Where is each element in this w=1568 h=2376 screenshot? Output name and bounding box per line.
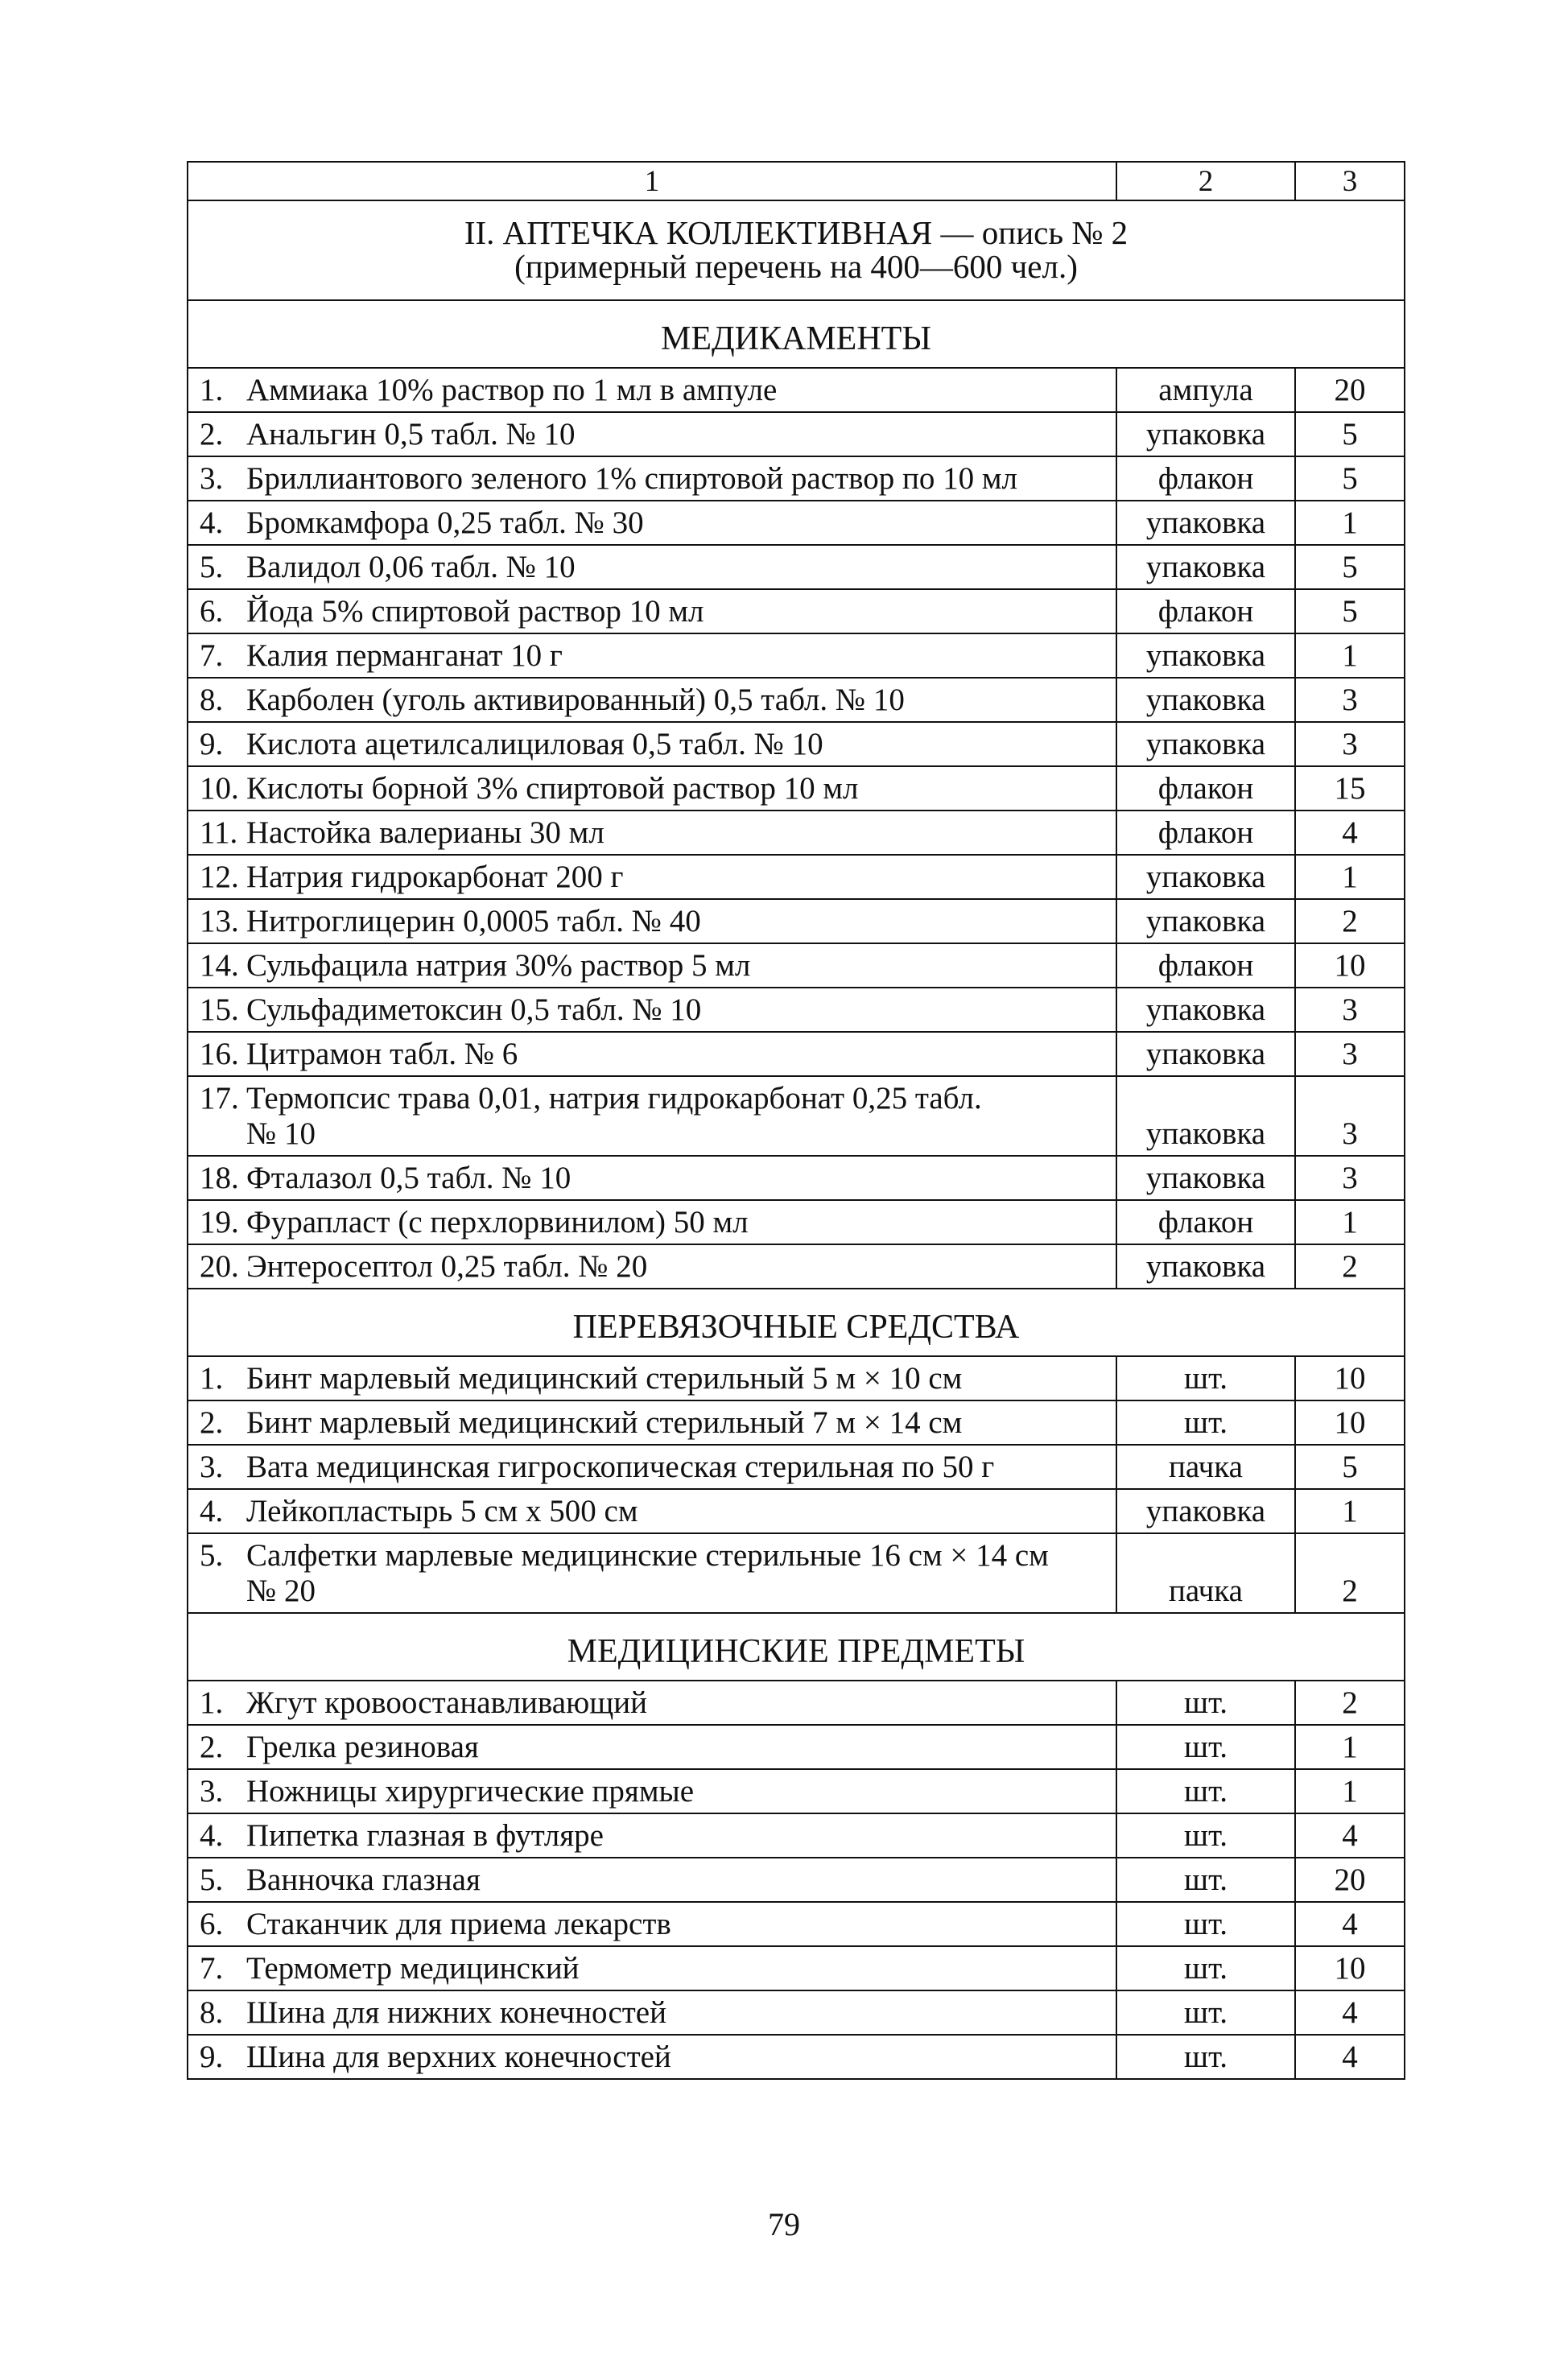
column-number-1: 1 [188, 162, 1116, 200]
item-number: 13. [200, 904, 239, 938]
item-name: Валидол 0,06 табл. № 10 [246, 550, 576, 584]
item-number: 1. [200, 1361, 224, 1396]
item-name-cell [188, 456, 1116, 501]
section-heading-row [188, 300, 1405, 368]
item-unit: шт. [1116, 1858, 1295, 1902]
item-name: Бромкамфора 0,25 табл. № 30 [246, 505, 644, 540]
item-number: 4. [200, 505, 224, 540]
table-row [188, 1681, 1405, 1725]
item-unit: упаковка [1116, 545, 1295, 589]
item-quantity: 3 [1295, 1156, 1405, 1200]
item-name: Калия перманганат 10 г [246, 638, 563, 673]
table-row [188, 545, 1405, 589]
item-number: 9. [200, 2040, 224, 2074]
item-unit: шт. [1116, 1400, 1295, 1445]
item-unit: флакон [1116, 811, 1295, 855]
table-row [188, 456, 1405, 501]
item-name-cell [188, 1156, 1116, 1200]
item-name: Сульфацила натрия 30% раствор 5 мл [246, 948, 751, 983]
item-quantity: 1 [1295, 1769, 1405, 1813]
item-unit: флакон [1116, 589, 1295, 633]
item-number: 2. [200, 1405, 224, 1440]
item-unit: шт. [1116, 1769, 1295, 1813]
item-name-cell [188, 1946, 1116, 1990]
item-quantity: 5 [1295, 589, 1405, 633]
item-number: 3. [200, 461, 224, 496]
inventory-sheet [187, 161, 1404, 2080]
table-row [188, 1813, 1405, 1858]
table-row [188, 943, 1405, 988]
section-heading: МЕДИКАМЕНТЫ [188, 300, 1405, 368]
item-number: 5. [200, 550, 224, 584]
item-number: 6. [200, 594, 224, 629]
table-row [188, 722, 1405, 766]
item-quantity: 20 [1295, 1858, 1405, 1902]
item-number: 4. [200, 1818, 224, 1853]
item-name: Сульфадиметоксин 0,5 табл. № 10 [246, 992, 702, 1027]
item-name: Ванночка глазная [246, 1862, 481, 1897]
item-quantity: 2 [1295, 899, 1405, 943]
item-name-cell [188, 1813, 1116, 1858]
item-name-cell [188, 501, 1116, 545]
item-name: Термопсис трава 0,01, натрия гидрокарбонат 0,25 табл. [246, 1081, 982, 1116]
table-row [188, 1769, 1405, 1813]
item-unit: шт. [1116, 1356, 1295, 1400]
item-number: 17. [200, 1081, 239, 1116]
item-quantity: 3 [1295, 1076, 1405, 1156]
table-row [188, 1445, 1405, 1489]
item-quantity: 5 [1295, 412, 1405, 456]
item-quantity: 10 [1295, 1400, 1405, 1445]
item-quantity: 1 [1295, 1489, 1405, 1533]
item-name-cell [188, 722, 1116, 766]
item-quantity: 4 [1295, 2035, 1405, 2079]
table-row [188, 1156, 1405, 1200]
table-row [188, 1400, 1405, 1445]
item-name-cell [188, 811, 1116, 855]
item-unit: упаковка [1116, 633, 1295, 678]
item-name: Грелка резиновая [246, 1730, 479, 1764]
item-name-continuation: № 20 [246, 1574, 316, 1608]
item-unit: шт. [1116, 2035, 1295, 2079]
item-quantity: 1 [1295, 855, 1405, 899]
item-unit: флакон [1116, 456, 1295, 501]
item-unit: шт. [1116, 1902, 1295, 1946]
section-heading-row [188, 1613, 1405, 1681]
table-row [188, 1902, 1405, 1946]
item-number: 16. [200, 1037, 239, 1071]
table-row [188, 633, 1405, 678]
table-row [188, 766, 1405, 811]
item-quantity: 3 [1295, 722, 1405, 766]
item-name: Лейкопластырь 5 см х 500 см [246, 1494, 638, 1528]
item-name-cell [188, 1681, 1116, 1725]
table-row [188, 501, 1405, 545]
table-row [188, 1858, 1405, 1902]
item-quantity: 4 [1295, 1902, 1405, 1946]
item-unit: упаковка [1116, 1156, 1295, 1200]
item-name-cell [188, 633, 1116, 678]
kit-title [188, 200, 1405, 300]
item-number: 11. [200, 815, 238, 850]
item-name: Цитрамон табл. № 6 [246, 1037, 518, 1071]
item-quantity: 5 [1295, 456, 1405, 501]
item-unit: флакон [1116, 943, 1295, 988]
item-name: Йода 5% спиртовой раствор 10 мл [246, 594, 704, 629]
table-row [188, 855, 1405, 899]
item-number: 2. [200, 1730, 224, 1764]
item-name-cell [188, 1858, 1116, 1902]
table-row [188, 1489, 1405, 1533]
item-name: Кислоты борной 3% спиртовой раствор 10 мл [246, 771, 859, 806]
item-unit: шт. [1116, 1946, 1295, 1990]
item-name-cell [188, 678, 1116, 722]
item-name: Шина для нижних конечностей [246, 1995, 666, 2030]
item-number: 9. [200, 727, 224, 761]
item-number: 20. [200, 1249, 239, 1284]
item-number: 19. [200, 1205, 239, 1240]
item-unit: упаковка [1116, 1244, 1295, 1289]
item-quantity: 5 [1295, 1445, 1405, 1489]
item-name-cell [188, 1489, 1116, 1533]
item-quantity: 3 [1295, 678, 1405, 722]
item-name: Термометр медицинский [246, 1951, 580, 1986]
item-name: Анальгин 0,5 табл. № 10 [246, 417, 576, 452]
table-row [188, 412, 1405, 456]
item-quantity: 1 [1295, 501, 1405, 545]
item-number: 5. [200, 1862, 224, 1897]
item-name-cell [188, 766, 1116, 811]
item-name-cell [188, 1032, 1116, 1076]
item-unit: ампула [1116, 368, 1295, 412]
item-number: 7. [200, 638, 224, 673]
section-heading-row [188, 1289, 1405, 1356]
item-quantity: 20 [1295, 368, 1405, 412]
item-quantity: 10 [1295, 1946, 1405, 1990]
item-name-cell [188, 1902, 1116, 1946]
item-name-cell [188, 1725, 1116, 1769]
item-name: Кислота ацетилсалициловая 0,5 табл. № 10 [246, 727, 823, 761]
kit-title-line2: (примерный перечень на 400—600 чел.) [514, 248, 1078, 285]
item-quantity: 2 [1295, 1681, 1405, 1725]
column-number-3: 3 [1295, 162, 1405, 200]
table-row [188, 1200, 1405, 1244]
item-name: Салфетки марлевые медицинские стерильные 16 см × 14 см [246, 1538, 1049, 1573]
item-quantity: 2 [1295, 1533, 1405, 1613]
item-name-cell [188, 899, 1116, 943]
table-row [188, 811, 1405, 855]
item-quantity: 4 [1295, 811, 1405, 855]
item-name-cell [188, 1990, 1116, 2035]
item-name-cell [188, 1244, 1116, 1289]
item-name-continuation: № 10 [246, 1116, 316, 1151]
item-unit: упаковка [1116, 1032, 1295, 1076]
column-number-row [188, 162, 1405, 200]
item-name-cell [188, 1445, 1116, 1489]
item-unit: флакон [1116, 1200, 1295, 1244]
item-name: Бинт марлевый медицинский стерильный 5 м × 10 см [246, 1361, 963, 1396]
item-number: 1. [200, 373, 224, 407]
item-name: Жгут кровоостанавливающий [246, 1685, 647, 1720]
item-name: Нитроглицерин 0,0005 табл. № 40 [246, 904, 701, 938]
item-quantity: 1 [1295, 1725, 1405, 1769]
item-number: 14. [200, 948, 239, 983]
item-number: 8. [200, 683, 224, 717]
item-unit: упаковка [1116, 1076, 1295, 1156]
item-quantity: 4 [1295, 1813, 1405, 1858]
item-name-cell [188, 988, 1116, 1032]
item-quantity: 2 [1295, 1244, 1405, 1289]
item-quantity: 1 [1295, 633, 1405, 678]
item-name-cell [188, 1200, 1116, 1244]
item-number: 4. [200, 1494, 224, 1528]
item-name-cell [188, 1400, 1116, 1445]
section-heading: ПЕРЕВЯЗОЧНЫЕ СРЕДСТВА [188, 1289, 1405, 1356]
item-unit: упаковка [1116, 855, 1295, 899]
item-name: Вата медицинская гигроскопическая стерильная по 50 г [246, 1450, 995, 1484]
section-heading: МЕДИЦИНСКИЕ ПРЕДМЕТЫ [188, 1613, 1405, 1681]
table-row [188, 1356, 1405, 1400]
inventory-table [187, 161, 1405, 2080]
table-row [188, 1533, 1405, 1613]
item-name-cell [188, 412, 1116, 456]
item-name: Ножницы хирургические прямые [246, 1774, 695, 1809]
item-name: Натрия гидрокарбонат 200 г [246, 860, 624, 894]
item-quantity: 3 [1295, 1032, 1405, 1076]
item-name: Фталазол 0,5 табл. № 10 [246, 1161, 571, 1195]
table-row [188, 678, 1405, 722]
item-unit: пачка [1116, 1445, 1295, 1489]
item-number: 6. [200, 1907, 224, 1941]
item-name-cell [188, 2035, 1116, 2079]
item-number: 1. [200, 1685, 224, 1720]
item-name-cell [188, 589, 1116, 633]
item-unit: упаковка [1116, 722, 1295, 766]
item-quantity: 1 [1295, 1200, 1405, 1244]
item-number: 15. [200, 992, 239, 1027]
item-quantity: 10 [1295, 1356, 1405, 1400]
item-name: Фурапласт (с перхлорвинилом) 50 мл [246, 1205, 749, 1240]
table-row [188, 368, 1405, 412]
item-number: 12. [200, 860, 239, 894]
item-unit: упаковка [1116, 501, 1295, 545]
kit-title-line1: II. АПТЕЧКА КОЛЛЕКТИВНАЯ — опись № 2 [464, 214, 1129, 251]
item-unit: шт. [1116, 1681, 1295, 1725]
item-quantity: 10 [1295, 943, 1405, 988]
item-unit: флакон [1116, 766, 1295, 811]
table-row [188, 1946, 1405, 1990]
item-number: 7. [200, 1951, 224, 1986]
title-row [188, 200, 1405, 300]
item-name: Бинт марлевый медицинский стерильный 7 м × 14 см [246, 1405, 963, 1440]
table-row [188, 988, 1405, 1032]
item-number: 2. [200, 417, 224, 452]
item-number: 8. [200, 1995, 224, 2030]
item-quantity: 5 [1295, 545, 1405, 589]
table-row [188, 2035, 1405, 2079]
item-number: 3. [200, 1450, 224, 1484]
table-row [188, 589, 1405, 633]
table-row [188, 1032, 1405, 1076]
item-unit: упаковка [1116, 412, 1295, 456]
table-row [188, 1244, 1405, 1289]
item-quantity: 3 [1295, 988, 1405, 1032]
item-name-cell [188, 1076, 1116, 1156]
item-quantity: 15 [1295, 766, 1405, 811]
item-name: Карболен (уголь активированный) 0,5 табл. № 10 [246, 683, 905, 717]
item-number: 5. [200, 1538, 224, 1573]
item-name-cell [188, 1769, 1116, 1813]
item-unit: пачка [1116, 1533, 1295, 1613]
item-number: 10. [200, 771, 239, 806]
column-number-2: 2 [1116, 162, 1295, 200]
table-row [188, 1725, 1405, 1769]
item-name-cell [188, 1356, 1116, 1400]
table-row [188, 1076, 1405, 1156]
item-unit: шт. [1116, 1725, 1295, 1769]
item-name: Настойка валерианы 30 мл [246, 815, 605, 850]
page-number: 79 [768, 2206, 800, 2242]
item-quantity: 4 [1295, 1990, 1405, 2035]
item-name: Аммиака 10% раствор по 1 мл в ампуле [246, 373, 778, 407]
item-name: Пипетка глазная в футляре [246, 1818, 604, 1853]
item-unit: шт. [1116, 1813, 1295, 1858]
item-unit: упаковка [1116, 988, 1295, 1032]
item-name: Шина для верхних конечностей [246, 2040, 671, 2074]
item-name: Бриллиантового зеленого 1% спиртовой раствор по 10 мл [246, 461, 1017, 496]
table-row [188, 1990, 1405, 2035]
item-name-cell [188, 545, 1116, 589]
item-name: Стаканчик для приема лекарств [246, 1907, 671, 1941]
table-row [188, 899, 1405, 943]
item-name-cell [188, 1533, 1116, 1613]
item-unit: упаковка [1116, 678, 1295, 722]
item-name-cell [188, 368, 1116, 412]
item-name-cell [188, 943, 1116, 988]
item-number: 3. [200, 1774, 224, 1809]
item-number: 18. [200, 1161, 239, 1195]
item-name-cell [188, 855, 1116, 899]
item-unit: упаковка [1116, 1489, 1295, 1533]
item-unit: упаковка [1116, 899, 1295, 943]
item-name: Энтеросептол 0,25 табл. № 20 [246, 1249, 648, 1284]
item-unit: шт. [1116, 1990, 1295, 2035]
